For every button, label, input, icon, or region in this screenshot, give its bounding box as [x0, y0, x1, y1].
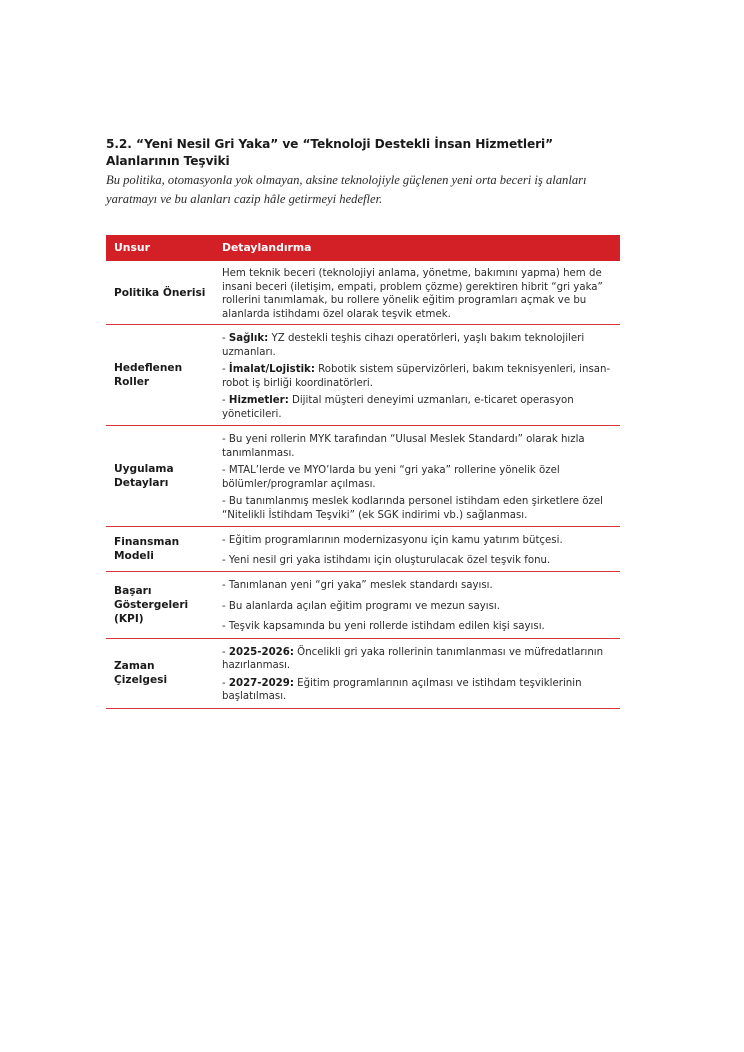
- row-label: Politika Önerisi: [106, 261, 214, 325]
- detail-item: - Teşvik kapsamında bu yeni rollerde istihdam edilen kişi sayısı.: [222, 621, 545, 632]
- detail-item: - MTAL’lerde ve MYO’larda bu yeni “gri yaka” rollerine yönelik özel bölümler/programlar açılması.: [222, 465, 560, 490]
- row-label: Finansman Modeli: [106, 527, 214, 572]
- detail-item: - 2025-2026: Öncelikli gri yaka rollerinin tanımlanması ve müfredatlarının hazırlanması.: [222, 646, 604, 671]
- detail-item: - Bu yeni rollerin MYK tarafından “Ulusal Meslek Standardı” olarak hızla tanımlanması.: [222, 434, 585, 459]
- row-label: Zaman Çizelgesi: [106, 638, 214, 708]
- table-header-row: [106, 235, 620, 261]
- row-detail: [214, 426, 620, 527]
- detail-item: - Bu tanımlanmış meslek kodlarında personel istihdam eden şirketlere özel “Nitelikli İstihdam Teşviki” (ek SGK indirimi vb.) sağlanması.: [222, 496, 603, 521]
- table-row: [106, 325, 620, 426]
- document-page: [106, 136, 620, 709]
- table-row: [106, 426, 620, 527]
- section-intro: Bu politika, otomasyonla yok olmayan, aksine teknolojiyle güçlenen yeni orta beceri iş alanları yaratmayı ve bu alanları cazip hâle getirmeyi hedefler.: [106, 173, 587, 206]
- column-header-detaylandirma: Detaylandırma: [214, 235, 620, 261]
- row-label: Başarı Göstergeleri (KPI): [106, 572, 214, 639]
- table-row: [106, 638, 620, 708]
- detail-item: - Bu alanlarda açılan eğitim programı ve mezun sayısı.: [222, 600, 500, 612]
- detail-item: - 2027-2029: Eğitim programlarının açılması ve istihdam teşviklerinin başlatılması.: [222, 677, 582, 702]
- row-detail: [214, 325, 620, 426]
- section-title: 5.2. “Yeni Nesil Gri Yaka” ve “Teknoloji Destekli İnsan Hizmetleri” Alanlarının Teşviki: [106, 137, 554, 168]
- detail-item: - Tanımlanan yeni “gri yaka” meslek standardı sayısı.: [222, 580, 493, 591]
- detail-item: - Eğitim programlarının modernizasyonu için kamu yatırım bütçesi.: [222, 535, 563, 546]
- column-header-unsur: Unsur: [106, 235, 214, 261]
- detail-item: - Hizmetler: Dijital müşteri deneyimi uzmanları, e-ticaret operasyon yöneticileri.: [222, 395, 574, 420]
- detail-item: Hem teknik beceri (teknolojiyi anlama, yönetme, bakımını yapma) hem de insani beceri (iletişim, empati, problem çözme) gerektiren hibrit “gri yaka” rollerini tanımlamak, bu rollere yönelik eğitim programları açmak ve bu alanlarda istihdamı özel olarak teşvik etmek.: [222, 268, 603, 320]
- table-row: [106, 572, 620, 639]
- detail-item: - Sağlık: YZ destekli teşhis cihazı operatörleri, yaşlı bakım teknolojileri uzmanları.: [222, 333, 585, 358]
- row-detail: [214, 261, 620, 325]
- row-label: Hedeflenen Roller: [106, 325, 214, 426]
- detail-item: - Yeni nesil gri yaka istihdamı için oluşturulacak özel teşvik fonu.: [222, 554, 551, 566]
- table-row: [106, 527, 620, 572]
- row-label: Uygulama Detayları: [106, 426, 214, 527]
- detail-item: - İmalat/Lojistik: Robotik sistem süpervizörleri, bakım teknisyenleri, insan-robot iş birliği koordinatörleri.: [222, 364, 611, 389]
- policy-table: [106, 235, 620, 709]
- row-detail: [214, 638, 620, 708]
- row-detail: [214, 527, 620, 572]
- row-detail: [214, 572, 620, 639]
- table-row: [106, 261, 620, 325]
